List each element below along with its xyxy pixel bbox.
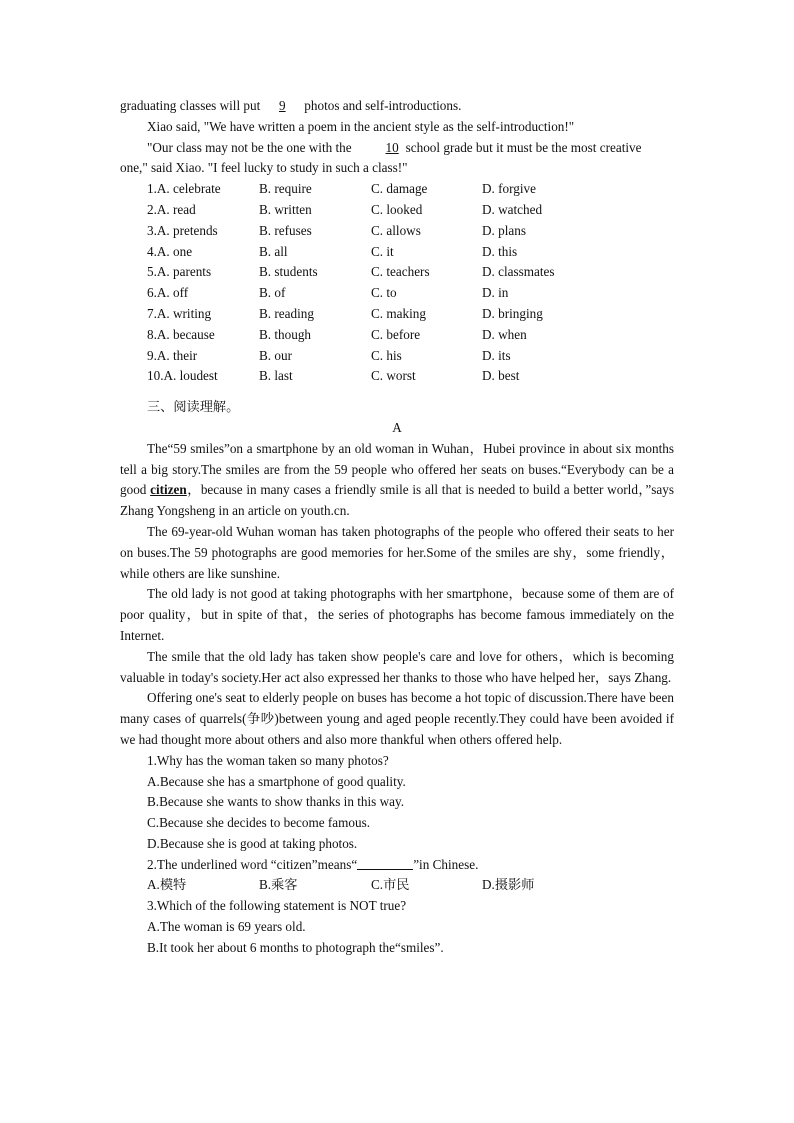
cloze-line-1 bbox=[120, 96, 674, 117]
option-a: 6.A. off bbox=[147, 285, 189, 301]
option-c: C. teachers bbox=[371, 264, 430, 280]
option-row bbox=[120, 221, 674, 242]
option-d: D. this bbox=[482, 243, 518, 259]
option-c: C. making bbox=[371, 305, 426, 321]
passage-letter: A bbox=[392, 419, 402, 435]
option-c: C. to bbox=[371, 285, 397, 301]
cloze-blank-10: 10 bbox=[385, 139, 399, 155]
option-row bbox=[120, 242, 674, 263]
cloze-text: photos and self-introductions. bbox=[304, 98, 462, 113]
question-1-option-a: A.Because she has a smartphone of good quality. bbox=[147, 773, 406, 789]
option-d: D. in bbox=[482, 285, 509, 301]
question-text: 2.The underlined word “citizen”means“ bbox=[147, 856, 358, 872]
option-row bbox=[120, 179, 674, 200]
option-row bbox=[120, 346, 674, 367]
question-3-option-a: A.The woman is 69 years old. bbox=[147, 919, 306, 935]
option-c: C. allows bbox=[371, 222, 421, 238]
option-a: A.模特 bbox=[147, 877, 187, 893]
underlined-word: citizen bbox=[150, 482, 187, 498]
option-a: 7.A. writing bbox=[147, 305, 212, 321]
cloze-line-3 bbox=[120, 138, 674, 159]
document-page bbox=[120, 96, 674, 959]
option-a: 8.A. because bbox=[147, 326, 215, 342]
option-row bbox=[120, 366, 674, 387]
question-1: 1.Why has the woman taken so many photos? bbox=[147, 752, 389, 768]
answer-blank bbox=[357, 857, 413, 870]
option-a: 9.A. their bbox=[147, 347, 198, 363]
paragraph-text: ，because in many cases a friendly smile is all that is needed to build a better world，”says Zhang Yongsheng in an article on youth.cn. bbox=[120, 482, 674, 519]
option-row bbox=[120, 200, 674, 221]
section-title: 三、阅读理解。 bbox=[147, 399, 240, 415]
cloze-text: school grade but it must be the most creative bbox=[405, 139, 642, 155]
option-c: C. worst bbox=[371, 368, 416, 384]
option-b: B.乘客 bbox=[259, 877, 298, 893]
question-2-options bbox=[120, 875, 674, 896]
passage-paragraph-3: The old lady is not good at taking photographs with her smartphone，because some of them are of poor quality，but in spite of that，the series of photographs has become famous immediately on the Internet. bbox=[120, 586, 674, 643]
option-d: D. plans bbox=[482, 222, 526, 238]
option-b: B. written bbox=[259, 201, 312, 217]
option-d: D. watched bbox=[482, 201, 543, 217]
question-2 bbox=[120, 855, 674, 876]
option-d: D. its bbox=[482, 347, 511, 363]
option-row bbox=[120, 283, 674, 304]
option-d: D. forgive bbox=[482, 181, 536, 197]
option-row bbox=[120, 262, 674, 283]
option-b: B. last bbox=[259, 368, 293, 384]
option-b: B. students bbox=[259, 264, 318, 280]
cloze-line-2: Xiao said, "We have written a poem in the ancient style as the self-introduction!" bbox=[147, 118, 575, 134]
question-3: 3.Which of the following statement is NOT true? bbox=[147, 898, 407, 914]
options-list bbox=[120, 179, 674, 387]
option-b: B. reading bbox=[259, 305, 314, 321]
question-text: ”in Chinese. bbox=[413, 856, 479, 872]
passage-paragraph-5: Offering one's seat to elderly people on buses has become a hot topic of discussion.There have been many cases of quarrels(争吵)between young and aged people recently.They could have been avoided if we had thought more about others and also more thankful when others offered help. bbox=[120, 690, 674, 747]
paragraph-text: The“59 smiles”on a smartphone by an old woman in Wuhan，Hubei province in about six months tell a big story.The smiles are from the 59 people who offered her seats on buses.“Everybody can be a good bbox=[120, 440, 674, 498]
option-d: D. best bbox=[482, 368, 520, 384]
option-b: B. require bbox=[259, 181, 312, 197]
question-1-option-b: B.Because she wants to show thanks in this way. bbox=[147, 794, 405, 810]
cloze-text: graduating classes will put bbox=[120, 98, 261, 113]
question-1-option-c: C.Because she decides to become famous. bbox=[147, 815, 371, 831]
option-row bbox=[120, 325, 674, 346]
option-b: B. our bbox=[259, 347, 292, 363]
option-c: C. his bbox=[371, 347, 402, 363]
option-c: C.市民 bbox=[371, 877, 410, 893]
option-c: C. before bbox=[371, 326, 421, 342]
option-b: B. refuses bbox=[259, 222, 312, 238]
cloze-line-4: one," said Xiao. "I feel lucky to study in such a class!" bbox=[120, 160, 408, 176]
option-row bbox=[120, 304, 674, 325]
option-b: B. though bbox=[259, 326, 312, 342]
option-a: 1.A. celebrate bbox=[147, 181, 221, 197]
cloze-blank-9: 9 bbox=[278, 98, 286, 113]
option-a: 3.A. pretends bbox=[147, 222, 218, 238]
option-a: 2.A. read bbox=[147, 201, 196, 217]
option-c: C. it bbox=[371, 243, 394, 259]
option-b: B. of bbox=[259, 285, 286, 301]
option-b: B. all bbox=[259, 243, 288, 259]
passage-paragraph-1 bbox=[120, 439, 674, 522]
cloze-text: "Our class may not be the one with the bbox=[147, 139, 352, 155]
option-c: C. looked bbox=[371, 201, 423, 217]
option-a: 4.A. one bbox=[147, 243, 193, 259]
question-3-option-b: B.It took her about 6 months to photograph the“smiles”. bbox=[147, 939, 444, 955]
option-a: 5.A. parents bbox=[147, 264, 212, 280]
option-d: D.摄影师 bbox=[482, 877, 535, 893]
option-a: 10.A. loudest bbox=[147, 368, 218, 384]
option-d: D. when bbox=[482, 326, 527, 342]
option-d: D. classmates bbox=[482, 264, 555, 280]
question-1-option-d: D.Because she is good at taking photos. bbox=[147, 835, 358, 851]
passage-paragraph-2: The 69-year-old Wuhan woman has taken photographs of the people who offered their seats to her on buses.The 59 photographs are good memories for her.Some of the smiles are shy，some friendly，while others are like sunshine. bbox=[120, 523, 674, 581]
option-c: C. damage bbox=[371, 181, 428, 197]
option-d: D. bringing bbox=[482, 305, 543, 321]
passage-paragraph-4: The smile that the old lady has taken show people's care and love for others，which is becoming valuable in today's society.Her act also expressed her thanks to those who have helped her，says Zhang. bbox=[120, 648, 674, 685]
